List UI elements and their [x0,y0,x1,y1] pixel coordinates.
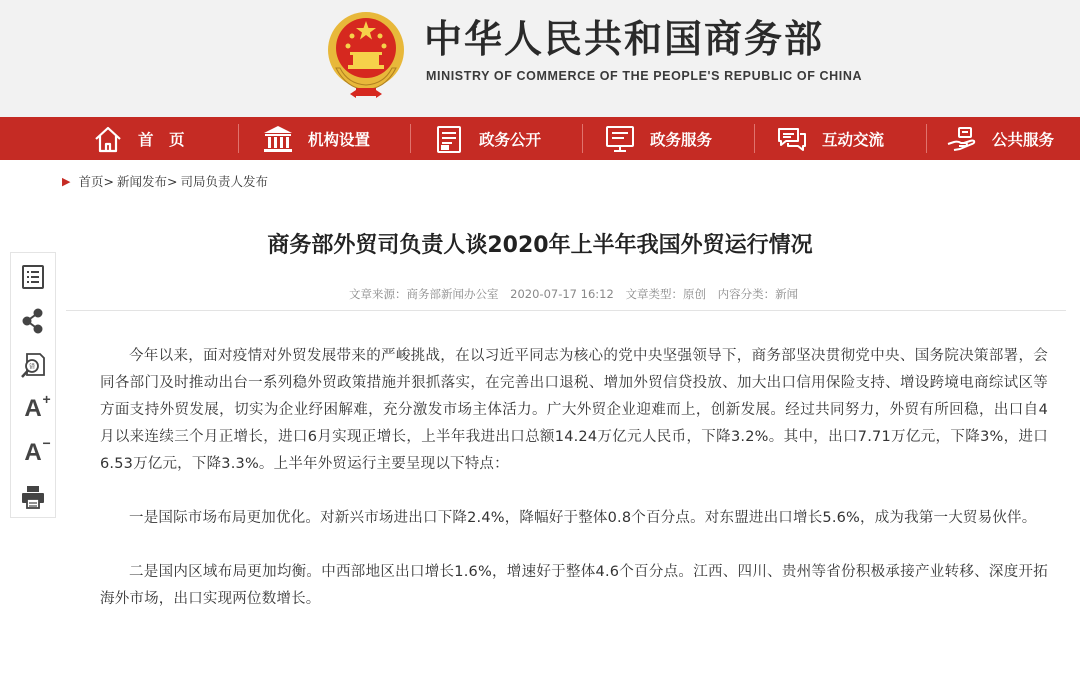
nav-label-government-affairs: 政务公开 [479,130,542,149]
site-title-en: MINISTRY OF COMMERCE OF THE PEOPLE'S REPUBLIC OF CHINA [426,69,863,83]
article-source: 文章来源：商务部新闻办公室 [349,287,499,301]
nav-item-home[interactable] [92,117,185,160]
article-paragraph: 今年以来，面对疫情对外贸发展带来的严峻挑战，在以习近平同志为核心的党中央坚强领导下，商务部坚决贯彻党中央、国务院决策部署，会同各部门及时推动出台一系列稳外贸政策措施并狠抓落实，在完善出口退税、增加外贸信贷投放、加大出口信用保险支持、增设跨境电商综试区等方面支持外贸发展，切实为企业纾困解难，充分激发市场主体活力。广大外贸企业迎难而上，创新发展。经过共同努力，外贸有所回稳，出口自4月以来连续三个月正增长，进口6月实现正增长，上半年我进出口总额14.24万亿元人民币，下降3.2%。其中，出口7.71万亿元，下降3%，进口6.53万亿元，下降3.3%。上半年外贸运行主要呈现以下特点： [100,348,1048,472]
nav-divider [926,124,927,153]
article-meta [349,286,806,302]
nav-item-public-services[interactable] [946,117,1054,160]
article-date: 2020-07-17 16:12 [510,287,614,301]
site-title-cn: 中华人民共和国商务部 [424,17,825,61]
nav-label-organization: 机构设置 [308,130,371,149]
nav-item-organization[interactable] [262,117,370,160]
monitor-icon [604,124,636,154]
breadcrumb-home[interactable]: 首页 [78,174,104,189]
meta-divider [66,310,1066,311]
national-emblem-icon[interactable] [326,8,406,100]
chat-icon [776,124,808,154]
svg-text:错: 错 [29,363,36,371]
breadcrumb-arrow-icon: ▶ [62,174,71,188]
font-increase-button[interactable] [11,387,55,431]
nav-divider [238,124,239,153]
font-increase-icon: A + [24,391,51,422]
font-decrease-icon: A − [24,435,51,466]
nav-label-government-services: 政务服务 [650,130,713,149]
error-report-icon [19,351,47,379]
breadcrumb [62,172,268,190]
building-icon [262,124,294,154]
article-type: 文章类型：原创 [625,287,706,301]
document-icon [433,124,465,154]
breadcrumb-separator: > [103,173,114,189]
home-icon [92,124,124,154]
nav-divider [754,124,755,153]
print-icon [19,483,47,511]
nav-item-government-affairs[interactable] [433,117,541,160]
breadcrumb-separator: > [166,173,178,189]
font-decrease-button[interactable] [11,431,55,475]
nav-item-interaction[interactable] [776,117,884,160]
side-toolbar [10,252,56,518]
nav-divider [410,124,411,153]
article-title: 商务部外贸司负责人谈2020年上半年我国外贸运行情况 [267,233,813,258]
main-nav [0,117,1080,160]
article-body [100,343,1048,640]
breadcrumb-bureau-release[interactable]: 司局负责人发布 [180,174,268,189]
list-icon [19,263,47,291]
nav-label-interaction: 互动交流 [822,130,885,149]
hand-service-icon [946,124,978,154]
share-icon [19,307,47,335]
error-report-button[interactable] [11,343,55,387]
nav-divider [582,124,583,153]
nav-item-government-services[interactable] [604,117,712,160]
article-paragraph: 二是国内区域布局更加均衡。中西部地区出口增长1.6%，增速好于整体4.6个百分点。江西、四川、贵州等省份积极承接产业转移、深度开拓海外市场，出口实现两位数增长。 [100,564,1048,607]
print-button[interactable] [11,475,55,519]
site-header [0,0,1080,117]
article-paragraph: 一是国际市场布局更加优化。对新兴市场进出口下降2.4%，降幅好于整体0.8个百分点。对东盟进出口增长5.6%，成为我第一大贸易伙伴。 [129,510,1037,526]
list-button[interactable] [11,255,55,299]
nav-label-home: 首 页 [138,130,185,149]
share-button[interactable] [11,299,55,343]
article-category: 内容分类：新闻 [717,287,799,301]
breadcrumb-news[interactable]: 新闻发布 [116,174,167,189]
nav-label-public-services: 公共服务 [992,130,1055,149]
